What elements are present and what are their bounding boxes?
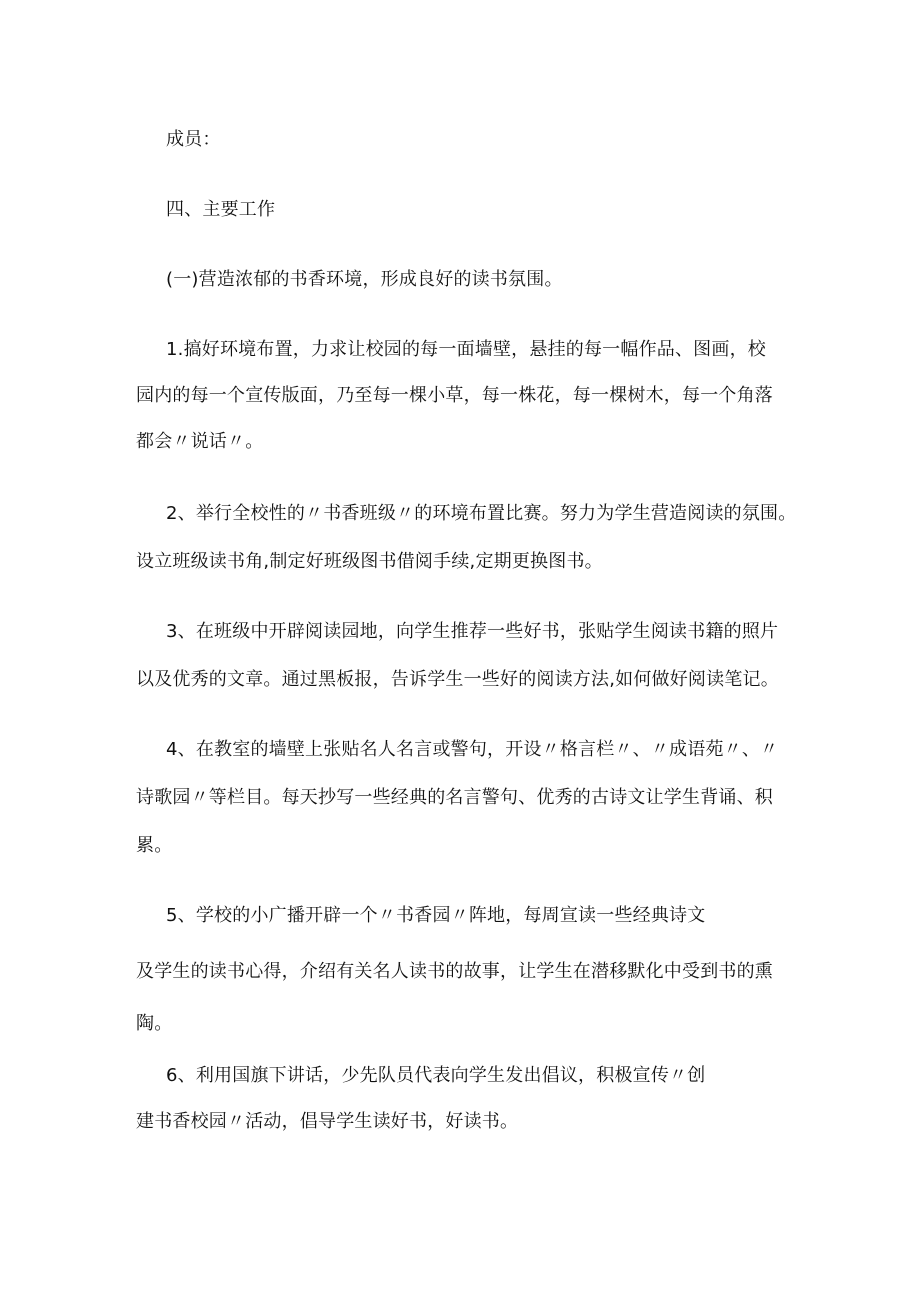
item-2-line-1: 2、举行全校性的〃书香班级〃的环境布置比赛。努力为学生营造阅读的氛围。: [166, 503, 797, 524]
members-label: 成员：: [166, 129, 221, 150]
item-6-line-2: 建书香校园〃活动，倡导学生读好书，好读书。: [136, 1111, 519, 1132]
item-1-line-3: 都会〃说话〃。: [136, 431, 264, 452]
item-6-line-1: 6、利用国旗下讲话，少先队员代表向学生发出倡议，积极宣传〃创: [166, 1065, 706, 1086]
subsection-one-heading: (一)营造浓郁的书香环境，形成良好的读书氛围。: [166, 269, 563, 290]
item-1-line-2: 园内的每一个宣传版面，乃至每一棵小草，每一株花，每一棵树木，每一个角落: [136, 385, 773, 406]
item-4-line-2: 诗歌园〃等栏目。每天抄写一些经典的名言警句、优秀的古诗文让学生背诵、积: [136, 787, 773, 808]
item-4-line-3: 累。: [136, 835, 173, 856]
item-4-line-1: 4、在教室的墙壁上张贴名人名言或警句，开设〃格言栏〃、〃成语苑〃、〃: [166, 739, 779, 760]
item-2-line-2: 设立班级读书角,制定好班级图书借阅手续,定期更换图书。: [136, 551, 603, 572]
item-3-line-1: 3、在班级中开辟阅读园地，向学生推荐一些好书，张贴学生阅读书籍的照片: [166, 621, 779, 642]
item-5-line-1: 5、学校的小广播开辟一个〃书香园〃阵地，每周宣读一些经典诗文: [166, 905, 706, 926]
item-1-line-1: 1.搞好环境布置，力求让校园的每一面墙壁，悬挂的每一幅作品、图画，校: [166, 339, 766, 360]
item-5-line-3: 陶。: [136, 1013, 173, 1034]
item-3-line-2: 以及优秀的文章。通过黑板报，告诉学生一些好的阅读方法,如何做好阅读笔记。: [136, 669, 779, 690]
item-5-line-2: 及学生的读书心得，介绍有关名人读书的故事，让学生在潜移默化中受到书的熏: [136, 961, 773, 982]
section-four-heading: 四、主要工作: [166, 199, 276, 220]
